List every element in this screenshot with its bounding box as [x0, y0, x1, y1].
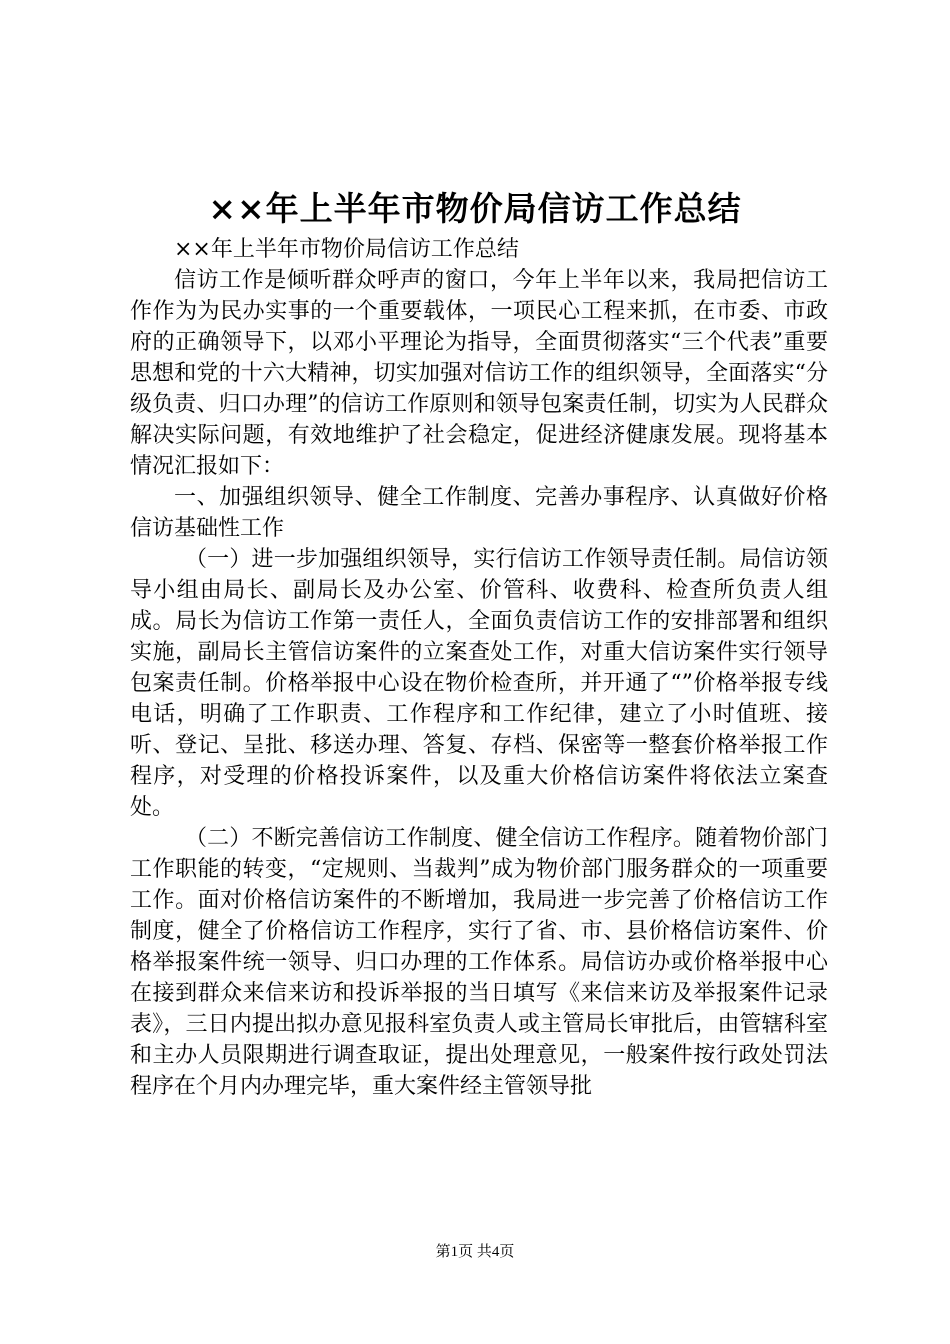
document-body — [130, 234, 828, 1102]
paragraph-item-2: （二）不断完善信访工作制度、健全信访工作程序。随着物价部门工作职能的转变，“定规则、当裁判”成为物价部门服务群众的一项重要工作。面对价格信访案件的不断增加，我局进一步完善了价格信访工作制度，健全了价格信访工作程序，实行了省、市、县价格信访案件、价格举报案件统一领导、归口办理的工作体系。局信访办或价格举报中心在接到群众来信来访和投诉举报的当日填写《来信来访及举报案件记录表》，三日内提出拟办意见报科室负责人或主管局长审批后，由管辖科室和主办人员限期进行调查取证，提出处理意见，一般案件按行政处罚法程序在个月内办理完毕，重大案件经主管领导批 — [130, 826, 828, 1099]
paragraph-intro: 信访工作是倾听群众呼声的窗口，今年上半年以来，我局把信访工作作为为民办实事的一个重要载体，一项民心工程来抓，在市委、市政府的正确领导下，以邓小平理论为指导，全面贯彻落实“三个代表”重要思想和党的十六大精神，切实加强对信访工作的组织领导，全面落实“分级负责、归口办理”的信访工作原则和领导包案责任制，切实为人民群众解决实际问题，有效地维护了社会稳定，促进经济健康发展。现将基本情况汇报如下： — [130, 268, 828, 479]
paragraph-subtitle: ××年上半年市物价局信访工作总结 — [174, 237, 519, 262]
paragraph-item-1: （一）进一步加强组织领导，实行信访工作领导责任制。局信访领导小组由局长、副局长及办公室、价管科、收费科、检查所负责人组成。局长为信访工作第一责任人，全面负责信访工作的安排部署和组织实施，副局长主管信访案件的立案查处工作，对重大信访案件实行领导包案责任制。价格举报中心设在物价检查所，并开通了“”价格举报专线电话，明确了工作职责、工作程序和工作纪律，建立了小时值班、接听、登记、呈批、移送办理、答复、存档、保密等一整套价格举报工作程序，对受理的价格投诉案件，以及重大价格信访案件将依法立案查处。 — [130, 547, 828, 820]
page-number-footer: 第1页 共4页 — [435, 1244, 515, 1260]
document-title: ××年上半年市物价局信访工作总结 — [208, 189, 742, 228]
paragraph-section-heading: 一、加强组织领导、健全工作制度、完善办事程序、认真做好价格信访基础性工作 — [130, 485, 828, 541]
